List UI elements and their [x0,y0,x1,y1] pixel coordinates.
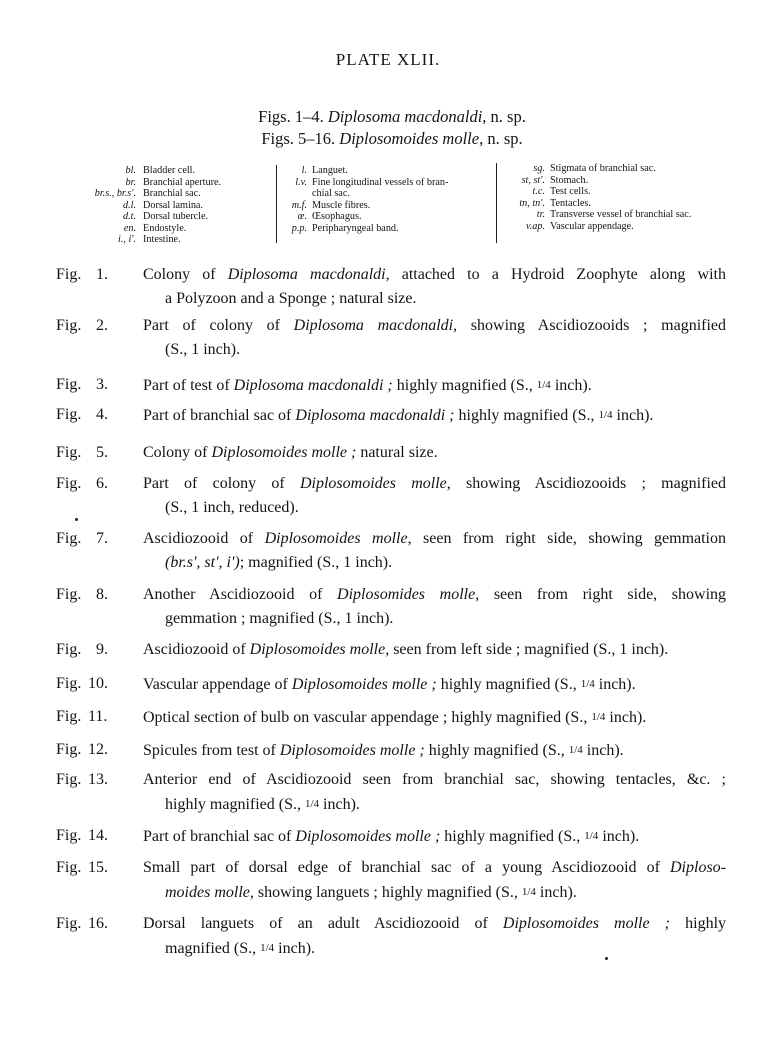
legend-text: Branchial aperture. [143,176,222,188]
legend-row [60,177,270,189]
caption-text-part: , showing Ascidiozooids ; magnified [446,475,727,492]
fig-num: 6. [96,475,108,492]
fraction: 1/4 [598,409,613,421]
caption-text [143,403,726,428]
legend-text: Muscle fibres. [312,199,371,211]
fig-label: Fig. [56,741,82,758]
fig-label: Fig. [56,641,82,658]
legend-abbr: v.ap. [525,220,545,232]
caption-text-part: highly magnified (S., [165,796,305,813]
figure-number [56,705,142,729]
fig-label: Fig. [56,376,82,393]
figure-number [56,912,142,936]
legend-row [283,165,496,177]
caption-text-part: Optical section of bulb on vascular appendage ; highly magnified (S., [143,709,592,726]
species-name: Diplosomoides molle ; [295,828,441,845]
fig-label: Fig. [56,859,82,876]
caption-line-2 [143,287,726,311]
legend-abbr: l.v. [295,176,307,188]
species-name: Diplosoma macdonaldi ; [295,407,455,424]
caption-text-part: inch). [582,742,624,759]
subtitle-figs-1-4 [0,107,776,127]
legend-abbr: l. [301,165,307,176]
fraction: 1/4 [521,886,536,898]
caption-text [143,527,726,575]
fig-label: Fig. [56,475,82,492]
caption-line-1 [143,641,668,658]
fig-num: 11. [88,708,108,725]
species-name: Diplosomoides molle ; [502,915,671,932]
legend-text: Tentacles. [550,197,591,209]
caption-text-part: inch). [605,709,647,726]
caption-line-1 [143,527,726,551]
subtitle-species-name: Diplosoma macdonaldi, [327,107,487,126]
caption-text-part: highly magnified (S., [454,407,599,424]
caption-text-part: Small part of dorsal edge of branchial sac of a young Ascidiozooid of [143,859,670,876]
fig-num: 12. [88,741,108,758]
legend-abbr: br.s., br.s'. [94,188,136,199]
fig-num: 13. [88,771,108,788]
caption-line-2 [143,936,726,961]
species-name: Diplosomoides molle [299,475,447,492]
legend-row [60,234,270,246]
species-name: Diploso- [670,859,726,876]
caption-text-part: , seen from right side, showing [475,586,727,603]
print-speck [605,957,608,960]
fraction: 1/4 [536,379,551,391]
caption-text-part: , seen from left side ; magnified (S., 1 inch). [385,641,669,658]
caption-line-1 [143,768,726,792]
plate-title: PLATE XLII. [335,50,441,69]
caption-text-part: Another Ascidiozooid of [143,586,338,603]
caption-text-part: , showing Ascidiozooids ; magnified [453,317,727,334]
caption-text [143,856,726,905]
figure-number [56,672,142,696]
legend-row-continuation [283,188,496,200]
legend-abbr: tn, tn'. [519,197,545,209]
figure-caption [56,441,726,465]
caption-text-part: a Polyzoon and a Sponge ; natural size. [165,290,417,307]
figure-number [56,263,142,287]
caption-text-part: Part of colony of [143,317,294,334]
fig-num: 7. [96,530,108,547]
figure-caption [56,856,726,905]
caption-text-part: , showing languets ; highly magnified (S., [249,884,522,901]
legend-row [60,211,270,223]
figure-caption [56,738,726,763]
fraction: 1/4 [260,942,275,954]
legend-row [283,177,496,189]
legend-row [503,163,736,175]
figure-number [56,441,142,465]
figure-caption [56,263,726,311]
subtitle-figs-5-16 [0,129,776,149]
legend-row [503,209,736,221]
figure-number [56,314,142,338]
figure-number [56,403,142,427]
fig-label: Fig. [56,530,82,547]
legend-abbr: en. [123,222,136,234]
caption-line-2 [143,792,726,817]
subtitle-suffix: n. sp. [487,129,523,148]
fig-label: Fig. [56,771,82,788]
caption-line-1 [143,377,592,394]
figure-caption [56,638,726,662]
fig-num: 3. [96,376,108,393]
caption-line-1 [143,444,438,461]
legend-text: Test cells. [550,186,591,197]
caption-text-part: Anterior end of Ascidiozooid seen from branchial sac, showing tentacles, &c. ; [143,771,726,788]
figure-caption [56,472,726,520]
legend-text: Bladder cell. [143,165,196,176]
fig-num: 14. [88,827,108,844]
legend-row [60,188,270,200]
species-name: Diplosoma macdonaldi [227,266,386,283]
figure-number [56,738,142,762]
fraction: 1/4 [304,798,320,810]
caption-line-1 [143,742,624,759]
caption-text-part: highly magnified (S., [440,828,585,845]
legend-abbr: t.c. [532,186,545,197]
caption-text-part: Part of colony of [143,475,300,492]
legend-row [60,165,270,177]
caption-text-part: gemmation ; magnified (S., 1 inch). [165,610,394,627]
species-name: Diplosomoides molle ; [279,742,425,759]
figure-caption [56,705,726,730]
caption-line-1 [143,314,726,338]
caption-line-1 [143,407,653,424]
caption-line-2 [143,880,726,905]
caption-line-1 [143,583,726,607]
legend-text: Dorsal tubercle. [143,211,209,222]
subtitle-species-name: Diplosomoides molle, [339,129,484,148]
legend-row [503,186,736,198]
figure-caption [56,314,726,362]
caption-text-part: (S., 1 inch). [165,341,241,358]
legend-text: Intestine. [143,234,181,245]
fig-num: 10. [88,675,108,692]
caption-text-part: Part of branchial sac of [143,407,296,424]
species-name: Diplosomoides molle [264,530,408,547]
caption-text [143,738,726,763]
figure-number [56,527,142,551]
subtitle-figs-label: Figs. 5–16. [261,129,336,148]
figure-number [56,472,142,496]
legend-abbr: m.f. [291,199,307,211]
fig-label: Fig. [56,406,82,423]
caption-text-part: (S., 1 inch, reduced). [165,499,299,516]
legend-column-3 [496,163,736,243]
caption-text-part: inch). [274,940,316,957]
caption-line-2 [143,496,726,520]
fig-label: Fig. [56,586,82,603]
legend-text: Languet. [312,165,348,176]
legend-text: Vascular appendage. [550,220,634,232]
species-name: Diplosomoides molle [249,641,386,658]
legend-row [503,175,736,187]
caption-line-1 [143,828,639,845]
fig-num: 1. [96,266,108,283]
legend-row [503,221,736,233]
fig-num: 8. [96,586,108,603]
fraction: 1/4 [580,678,595,690]
caption-text-part: natural size. [356,444,438,461]
caption-text-part: Part of branchial sac of [143,828,296,845]
caption-text-part: Spicules from test of [143,742,280,759]
figure-caption [56,912,726,961]
caption-text-part: highly magnified (S., [436,676,581,693]
caption-text [143,824,726,849]
caption-text-part: inch). [319,796,360,813]
species-name: Diplosomoides molle ; [291,676,437,693]
caption-text-part: highly magnified (S., [424,742,569,759]
caption-line-2 [143,551,726,575]
fig-num: 16. [88,915,108,932]
species-name: (br.s', st', i') [165,554,240,571]
legend-abbr: st, st'. [521,174,545,186]
figure-caption [56,527,726,575]
caption-text-part: Ascidiozooid of [143,530,265,547]
figure-caption [56,373,726,398]
figure-number [56,768,142,792]
caption-text [143,263,726,311]
legend-text: Branchial sac. [143,188,201,199]
caption-text-part: highly magnified (S., [392,377,537,394]
fig-label: Fig. [56,827,82,844]
caption-line-2 [143,607,726,631]
fraction: 1/4 [568,744,583,756]
legend-abbr: p.p. [291,222,307,234]
caption-text-part: highly [670,915,727,932]
fig-label: Fig. [56,266,82,283]
fig-label: Fig. [56,317,82,334]
figure-number [56,583,142,607]
figure-number [56,824,142,848]
legend-row [283,211,496,223]
caption-text-part: , seen from right side, showing gemmation [407,530,727,547]
caption-text-part: inch). [598,828,640,845]
fig-num: 4. [96,406,108,423]
legend-row [60,223,270,235]
legend-row [283,223,496,235]
species-name: moides molle [165,884,250,901]
species-name: Diplosoma macdonaldi ; [233,377,393,394]
legend-text: Dorsal lamina. [143,199,203,211]
fig-num: 5. [96,444,108,461]
print-speck [75,518,78,521]
fig-num: 9. [96,641,108,658]
caption-line-1 [143,472,726,496]
fig-label: Fig. [56,915,82,932]
caption-line-1 [143,676,636,693]
legend-column-1 [60,165,270,246]
legend-text: Peripharyngeal band. [312,222,399,234]
caption-text [143,472,726,520]
caption-text-part: Colony of [143,266,228,283]
species-name: Diplosomoides molle ; [211,444,357,461]
figure-number [56,856,142,880]
caption-text [143,373,726,398]
caption-line-1 [143,709,646,726]
legend-abbr: d.l. [122,199,136,211]
caption-text [143,672,726,697]
caption-text [143,768,726,817]
figure-number [56,638,142,662]
legend-row [60,200,270,212]
legend-abbr: œ. [297,211,307,222]
fraction: 1/4 [591,711,606,723]
caption-text-part: , attached to a Hydroid Zoophyte along with [385,266,726,283]
figure-caption [56,672,726,697]
legend-text: Endostyle. [143,222,187,234]
legend-abbr: bl. [125,165,136,176]
fig-num: 2. [96,317,108,334]
fig-label: Fig. [56,708,82,725]
species-name: Diplosomides molle [337,586,476,603]
caption-text-part: Ascidiozooid of [143,641,250,658]
caption-line-2 [143,338,726,362]
caption-text-part: inch). [535,884,577,901]
caption-text-part: magnified (S., [165,940,261,957]
figure-caption [56,824,726,849]
legend-text: Transverse vessel of branchial sac. [550,209,692,220]
caption-text [143,441,726,465]
caption-text [143,705,726,730]
legend-text: Œsophagus. [312,211,362,222]
caption-text-part: inch). [612,407,654,424]
legend-row [283,200,496,212]
caption-text [143,314,726,362]
subtitle-figs-label: Figs. 1–4. [258,107,324,126]
legend-abbr: sg. [533,163,545,174]
caption-text-part: Part of test of [143,377,234,394]
legend-text: chial sac. [312,188,350,199]
legend-text: Stigmata of branchial sac. [550,163,656,174]
fig-label: Fig. [56,444,82,461]
legend-abbr: tr. [536,209,545,220]
caption-line-1 [143,263,726,287]
legend-row [503,198,736,210]
figure-caption [56,768,726,817]
caption-text [143,912,726,961]
figure-caption [56,583,726,631]
caption-text-part: Vascular appendage of [143,676,292,693]
caption-text-part: ; magnified (S., 1 inch). [239,554,393,571]
fraction: 1/4 [584,830,599,842]
caption-line-1 [143,856,726,880]
figure-number [56,373,142,397]
legend-abbr: i., i'. [117,234,136,245]
species-name: Diplosoma macdonaldi [293,317,454,334]
caption-text-part: Colony of [143,444,212,461]
fig-label: Fig. [56,675,82,692]
fig-num: 15. [88,859,108,876]
legend-abbr: d.t. [122,211,136,222]
caption-text-part: Dorsal languets of an adult Ascidiozooid of [143,915,503,932]
legend-text: Stomach. [550,174,589,186]
caption-text-part: inch). [550,377,592,394]
caption-line-1 [143,912,726,936]
caption-text-part: inch). [594,676,636,693]
caption-text [143,638,726,662]
figure-caption [56,403,726,428]
legend-text: Fine longitudinal vessels of bran- [312,176,449,188]
legend-abbr: br. [125,176,136,188]
subtitle-suffix: n. sp. [490,107,526,126]
legend-column-2 [276,165,496,243]
caption-text [143,583,726,631]
